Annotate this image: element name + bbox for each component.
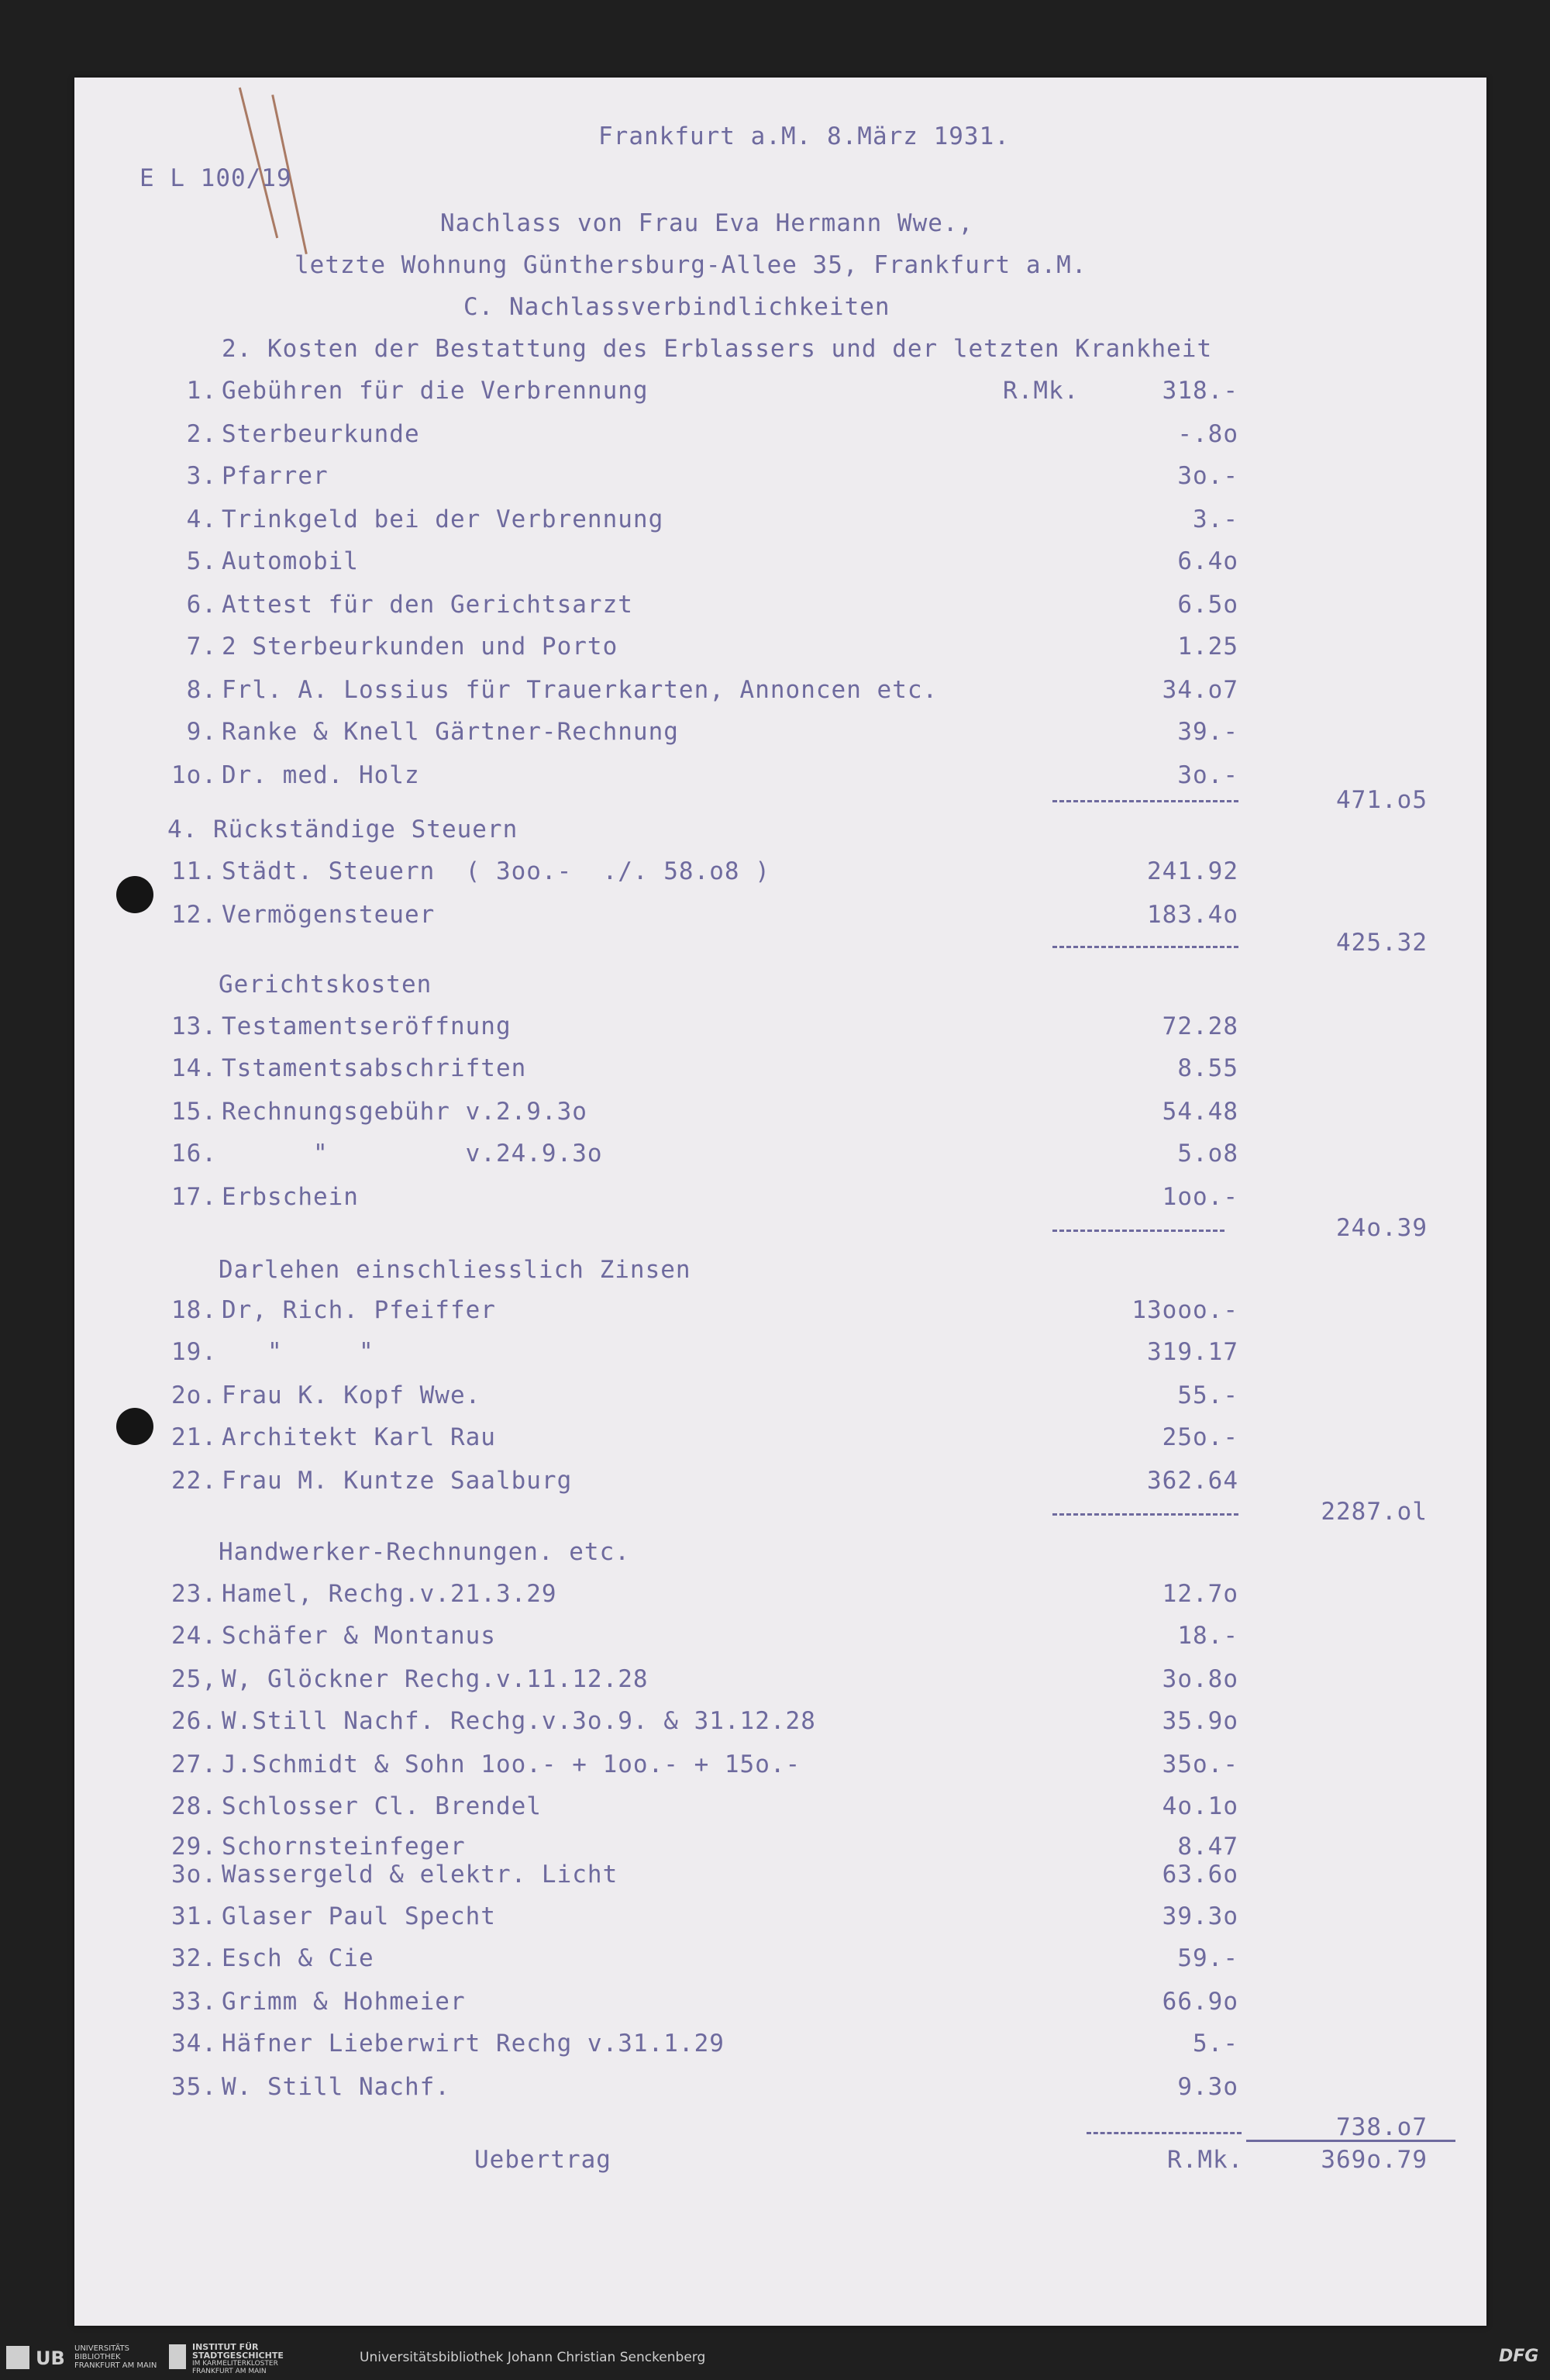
subtotal: 471.o5 [1336, 786, 1428, 814]
row-amount: 25o.- [1162, 1423, 1238, 1451]
row-amount: 3o.8o [1162, 1665, 1238, 1693]
isg-line-4: FRANKFURT AM MAIN [192, 2368, 267, 2375]
row-amount: 55.- [1177, 1381, 1238, 1409]
row-description: J.Schmidt & Sohn 1oo.- + 1oo.- + 15o.- [222, 1751, 801, 1778]
row-description: W.Still Nachf. Rechg.v.3o.9. & 31.12.28 [222, 1707, 816, 1735]
row-number: 2o. [171, 1381, 217, 1409]
currency-label: R.Mk. [1003, 377, 1080, 405]
institute-logo [169, 2344, 186, 2369]
row-number: 12. [171, 901, 217, 929]
row-description: Schlosser Cl. Brendel [222, 1792, 542, 1820]
isg-line-1: INSTITUT FÜR [192, 2342, 259, 2352]
row-number: 29. [171, 1833, 217, 1861]
row-description: Architekt Karl Rau [222, 1423, 496, 1451]
row-amount: 72.28 [1162, 1012, 1238, 1040]
row-amount: 362.64 [1147, 1467, 1238, 1495]
row-amount: 3.- [1193, 505, 1238, 533]
row-amount: 5.- [1193, 2030, 1238, 2057]
document-page [74, 78, 1486, 2326]
row-amount: 54.48 [1162, 1098, 1238, 1126]
row-number: 2. [186, 420, 217, 448]
row-number: 25, [171, 1665, 217, 1693]
row-amount: 3o.- [1177, 462, 1238, 490]
separator-line [1087, 2132, 1242, 2134]
row-number: 28. [171, 1792, 217, 1820]
isg-line-2: STADTGESCHICHTE [192, 2351, 284, 2361]
row-description: Städt. Steuern ( 3oo.- ./. 58.o8 ) [222, 857, 770, 885]
ub-line-2: BIBLIOTHEK [74, 2353, 121, 2361]
row-amount: 9.3o [1177, 2073, 1238, 2101]
row-description: W, Glöckner Rechg.v.11.12.28 [222, 1665, 649, 1693]
row-description: Ranke & Knell Gärtner-Rechnung [222, 718, 679, 746]
row-description: 2 Sterbeurkunden und Porto [222, 633, 618, 661]
date-line: Frankfurt a.M. 8.März 1931. [598, 122, 1010, 150]
row-number: 1o. [171, 761, 217, 789]
row-amount: -.8o [1177, 420, 1238, 448]
library-name: Universitätsbibliothek Johann Christian Senckenberg [360, 2350, 706, 2365]
row-description: Esch & Cie [222, 1944, 374, 1972]
row-description: Attest für den Gerichtsarzt [222, 591, 633, 619]
separator-line [1052, 800, 1238, 802]
row-description: Häfner Lieberwirt Rechg v.31.1.29 [222, 2030, 725, 2057]
row-description: " v.24.9.3o [222, 1140, 603, 1168]
document-address: letzte Wohnung Günthersburg-Allee 35, Frankfurt a.M. [294, 251, 1087, 279]
row-description: Hamel, Rechg.v.21.3.29 [222, 1580, 557, 1608]
section-heading: 4. Rückständige Steuern [167, 816, 518, 843]
row-description: Rechnungsgebühr v.2.9.3o [222, 1098, 587, 1126]
row-amount: 66.9o [1162, 1988, 1238, 2016]
row-amount: 318.- [1162, 377, 1238, 405]
row-amount: 39.- [1177, 718, 1238, 746]
section-heading: 2. Kosten der Bestattung des Erblassers und der letzten Krankheit [222, 335, 1213, 363]
row-number: 6. [186, 591, 217, 619]
row-amount: 35.9o [1162, 1707, 1238, 1735]
row-description: Frau M. Kuntze Saalburg [222, 1467, 573, 1495]
row-amount: 5.o8 [1177, 1140, 1238, 1168]
carry-over-label: Uebertrag [474, 2146, 611, 2174]
row-amount: 6.5o [1177, 591, 1238, 619]
row-description: W. Still Nachf. [222, 2073, 450, 2101]
row-amount: 4o.1o [1162, 1792, 1238, 1820]
row-description: Schornsteinfeger [222, 1833, 466, 1861]
separator-line [1052, 1230, 1224, 1232]
ub-line-3: FRANKFURT AM MAIN [74, 2361, 157, 2370]
row-number: 33. [171, 1988, 217, 2016]
row-amount: 12.7o [1162, 1580, 1238, 1608]
separator-line [1052, 946, 1238, 948]
row-number: 17. [171, 1183, 217, 1211]
row-number: 15. [171, 1098, 217, 1126]
ub-label: UB [36, 2347, 65, 2369]
row-description: Frau K. Kopf Wwe. [222, 1381, 481, 1409]
row-description: Erbschein [222, 1183, 359, 1211]
row-description: Tstamentsabschriften [222, 1054, 527, 1082]
row-number: 19. [171, 1338, 217, 1366]
row-description: Trinkgeld bei der Verbrennung [222, 505, 664, 533]
row-amount: 3o.- [1177, 761, 1238, 789]
section-heading: Handwerker-Rechnungen. etc. [219, 1538, 630, 1566]
row-number: 23. [171, 1580, 217, 1608]
row-number: 32. [171, 1944, 217, 1972]
row-description: Vermögensteuer [222, 901, 436, 929]
university-library-logo [6, 2346, 29, 2369]
row-amount: 39.3o [1162, 1902, 1238, 1930]
row-description: Automobil [222, 547, 359, 575]
ub-line-1: UNIVERSITÄTS [74, 2344, 130, 2353]
row-number: 8. [186, 676, 217, 704]
row-amount: 18.- [1177, 1622, 1238, 1650]
file-reference: E L 100/19 [140, 164, 292, 192]
row-number: 11. [171, 857, 217, 885]
row-amount: 35o.- [1162, 1751, 1238, 1778]
row-amount: 241.92 [1147, 857, 1238, 885]
row-description: Schäfer & Montanus [222, 1622, 496, 1650]
row-number: 34. [171, 2030, 217, 2057]
row-amount: 183.4o [1147, 901, 1238, 929]
row-description: Grimm & Hohmeier [222, 1988, 466, 2016]
row-number: 3. [186, 462, 217, 490]
row-number: 1. [186, 377, 217, 405]
row-amount: 34.o7 [1162, 676, 1238, 704]
row-number: 4. [186, 505, 217, 533]
subtotal: 425.32 [1336, 929, 1428, 957]
carry-over-total: 369o.79 [1321, 2146, 1428, 2174]
row-amount: 8.47 [1177, 1833, 1238, 1861]
carry-over-currency: R.Mk. [1167, 2146, 1244, 2174]
dfg-logo: DFG [1499, 2347, 1539, 2366]
subtotal: 2287.ol [1321, 1498, 1428, 1526]
row-number: 26. [171, 1707, 217, 1735]
row-number: 16. [171, 1140, 217, 1168]
row-description: Dr, Rich. Pfeiffer [222, 1296, 496, 1324]
row-description: Dr. med. Holz [222, 761, 420, 789]
row-description: Glaser Paul Specht [222, 1902, 496, 1930]
row-number: 24. [171, 1622, 217, 1650]
row-number: 5. [186, 547, 217, 575]
row-number: 13. [171, 1012, 217, 1040]
row-description: Testamentseröffnung [222, 1012, 512, 1040]
row-description: Sterbeurkunde [222, 420, 420, 448]
row-number: 9. [186, 718, 217, 746]
row-number: 27. [171, 1751, 217, 1778]
row-number: 31. [171, 1902, 217, 1930]
row-number: 21. [171, 1423, 217, 1451]
row-number: 35. [171, 2073, 217, 2101]
row-amount: 13ooo.- [1132, 1296, 1238, 1324]
row-description: Pfarrer [222, 462, 329, 490]
punch-hole [116, 1408, 153, 1445]
subtotal: 24o.39 [1336, 1214, 1428, 1242]
row-amount: 59.- [1177, 1944, 1238, 1972]
row-amount: 1oo.- [1162, 1183, 1238, 1211]
total-underline [1246, 2140, 1455, 2142]
document-section-c: C. Nachlassverbindlichkeiten [463, 293, 890, 321]
section-heading: Gerichtskosten [219, 971, 432, 999]
archive-footer [0, 2333, 1550, 2380]
punch-hole [116, 876, 153, 913]
row-number: 22. [171, 1467, 217, 1495]
row-number: 3o. [171, 1861, 217, 1888]
subtotal: 738.o7 [1336, 2113, 1428, 2141]
row-number: 7. [186, 633, 217, 661]
section-heading: Darlehen einschliesslich Zinsen [219, 1256, 691, 1284]
row-description: Gebühren für die Verbrennung [222, 377, 649, 405]
row-amount: 8.55 [1177, 1054, 1238, 1082]
isg-line-3: IM KARMELITERKLOSTER [192, 2360, 278, 2368]
separator-line [1052, 1513, 1238, 1516]
row-description: Frl. A. Lossius für Trauerkarten, Annoncen etc. [222, 676, 939, 704]
row-amount: 319.17 [1147, 1338, 1238, 1366]
row-amount: 1.25 [1177, 633, 1238, 661]
row-description: Wassergeld & elektr. Licht [222, 1861, 618, 1888]
document-title: Nachlass von Frau Eva Hermann Wwe., [440, 209, 974, 237]
row-amount: 63.6o [1162, 1861, 1238, 1888]
row-amount: 6.4o [1177, 547, 1238, 575]
row-description: " " [222, 1338, 374, 1366]
row-number: 14. [171, 1054, 217, 1082]
row-number: 18. [171, 1296, 217, 1324]
